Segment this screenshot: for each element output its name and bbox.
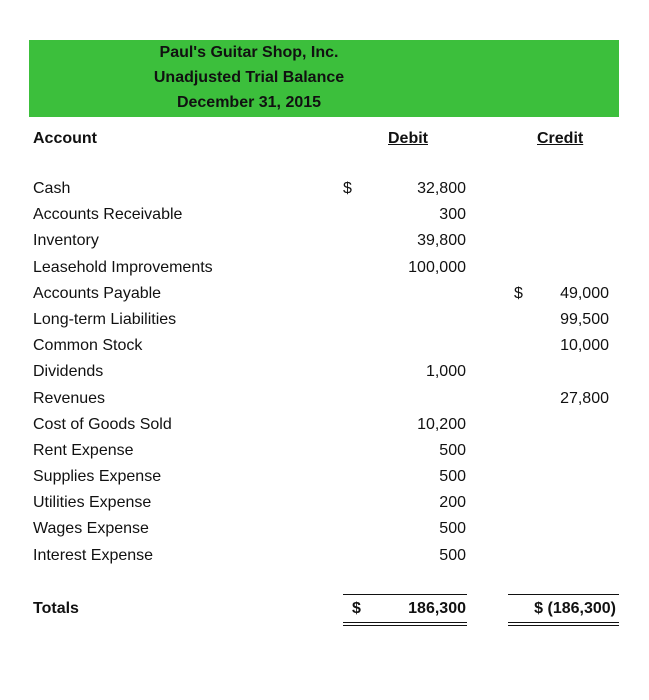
account-name: Dividends — [33, 363, 104, 381]
table-row — [0, 492, 649, 518]
debit-value: 500 — [439, 546, 466, 564]
table-row — [0, 178, 649, 204]
credit-value: 27,800 — [560, 389, 609, 407]
table-row — [0, 309, 649, 335]
account-name: Interest Expense — [33, 546, 154, 564]
table-row — [0, 388, 649, 414]
debit-currency-sign: $ — [343, 180, 352, 197]
credit-value: 10,000 — [560, 337, 609, 355]
account-name: Cost of Goods Sold — [33, 415, 172, 433]
debit-value: 200 — [439, 494, 466, 512]
table-row — [0, 283, 649, 309]
account-name: Supplies Expense — [33, 468, 162, 486]
debit-value: 100,000 — [408, 258, 466, 276]
debit-value: 300 — [439, 206, 466, 224]
credit-currency-sign: $ — [514, 284, 523, 302]
account-name: Accounts Receivable — [33, 206, 183, 224]
credit-total-top-rule — [508, 594, 619, 595]
table-row — [0, 335, 649, 361]
account-name: Accounts Payable — [33, 284, 162, 302]
table-row — [0, 361, 649, 387]
credit-total-double-rule — [508, 625, 619, 626]
table-row — [0, 545, 649, 571]
table-row — [0, 204, 649, 230]
account-name: Common Stock — [33, 337, 143, 355]
totals-label: Totals — [33, 600, 79, 617]
debit-total-top-rule — [343, 594, 467, 595]
account-name: Leasehold Improvements — [33, 258, 213, 276]
debit-total-double-rule — [343, 622, 467, 623]
totals-debit-value: 186,300 — [408, 600, 466, 617]
debit-value: 500 — [439, 468, 466, 486]
report-header — [29, 40, 619, 117]
debit-value: 10,200 — [417, 415, 466, 433]
account-name: Utilities Expense — [33, 494, 152, 512]
debit-value: 500 — [439, 520, 466, 538]
totals-debit-sign: $ — [352, 600, 361, 617]
account-name: Rent Expense — [33, 441, 134, 459]
table-row — [0, 440, 649, 466]
account-column-header: Account — [33, 130, 97, 147]
table-row — [0, 518, 649, 544]
account-name: Inventory — [33, 232, 99, 250]
account-name: Wages Expense — [33, 520, 149, 538]
debit-value: 39,800 — [417, 232, 466, 250]
debit-value: 1,000 — [425, 363, 466, 381]
credit-value: 99,500 — [560, 310, 609, 328]
credit-value: 49,000 — [560, 284, 609, 302]
debit-column-header: Debit — [388, 130, 428, 147]
totals-credit-value: $ (186,300) — [534, 600, 616, 617]
table-row — [0, 466, 649, 492]
debit-total-double-rule — [343, 625, 467, 626]
company-name: Paul's Guitar Shop, Inc. — [159, 44, 339, 61]
account-name: Revenues — [33, 389, 106, 407]
table-row — [0, 257, 649, 283]
credit-total-double-rule — [508, 622, 619, 623]
credit-column-header: Credit — [537, 130, 584, 147]
report-date: December 31, 2015 — [176, 94, 322, 111]
account-name: Cash — [33, 180, 71, 197]
report-title: Unadjusted Trial Balance — [153, 69, 345, 86]
account-name: Long-term Liabilities — [33, 310, 177, 328]
debit-value: 500 — [439, 441, 466, 459]
table-row — [0, 230, 649, 256]
trial-balance-rows — [0, 178, 649, 571]
table-row — [0, 414, 649, 440]
debit-value: 32,800 — [417, 180, 466, 197]
